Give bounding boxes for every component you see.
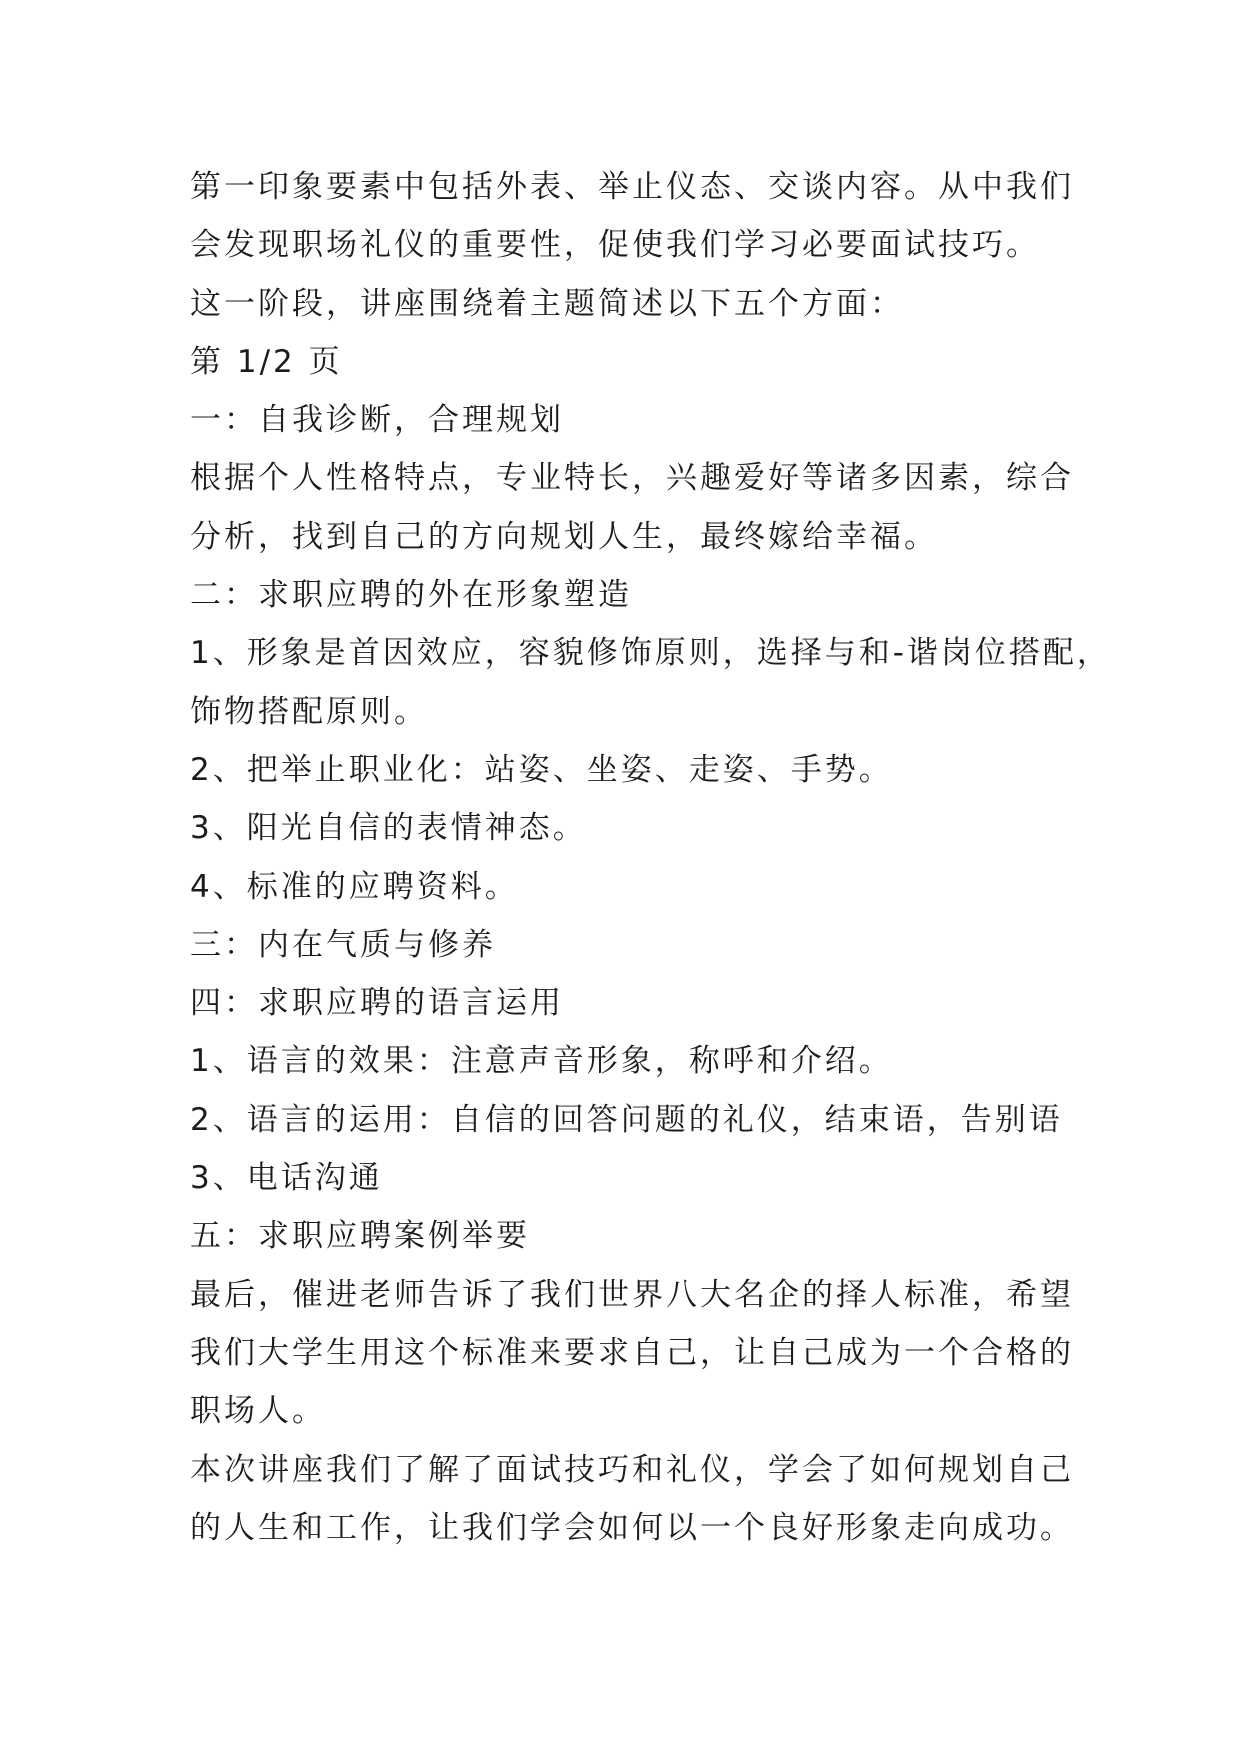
page-number: 第 1/2 页 — [190, 343, 343, 380]
section-heading: 五：求职应聘案例举要 — [190, 1218, 530, 1255]
list-item: 3、电话沟通 — [190, 1160, 383, 1197]
text-line: 会发现职场礼仪的重要性，促使我们学习必要面试技巧。 — [190, 227, 1040, 264]
text-line: 最后，催进老师告诉了我们世界八大名企的择人标准，希望 — [190, 1276, 1074, 1313]
list-item: 4、标准的应聘资料。 — [190, 868, 519, 905]
text-line: 根据个人性格特点，专业特长，兴趣爱好等诸多因素，综合 — [190, 460, 1074, 497]
section-heading: 三：内在气质与修养 — [190, 926, 496, 963]
list-item: 1、语言的效果：注意声音形象，称呼和介绍。 — [190, 1043, 893, 1080]
section-heading: 四：求职应聘的语言运用 — [190, 985, 564, 1022]
text-line: 这一阶段，讲座围绕着主题简述以下五个方面： — [190, 285, 904, 322]
list-item: 2、语言的运用：自信的回答问题的礼仪，结束语，告别语 — [190, 1101, 1063, 1138]
document-body — [190, 158, 1111, 1557]
list-item: 1、形象是首因效应，容貌修饰原则，选择与和-谐岗位搭配， — [190, 635, 1111, 672]
text-line: 分析，找到自己的方向规划人生，最终嫁给幸福。 — [190, 518, 938, 555]
text-line: 职场人。 — [190, 1393, 326, 1430]
text-line: 的人生和工作，让我们学会如何以一个良好形象走向成功。 — [190, 1509, 1074, 1546]
text-line: 第一印象要素中包括外表、举止仪态、交谈内容。从中我们 — [190, 169, 1074, 205]
text-line: 我们大学生用这个标准来要求自己，让自己成为一个合格的 — [190, 1334, 1074, 1371]
list-item: 2、把举止职业化：站姿、坐姿、走姿、手势。 — [190, 751, 893, 788]
text-line: 本次讲座我们了解了面试技巧和礼仪，学会了如何规划自己 — [190, 1451, 1074, 1488]
list-item: 3、阳光自信的表情神态。 — [190, 810, 587, 847]
section-heading: 一：自我诊断，合理规划 — [190, 402, 564, 439]
list-item-continuation: 饰物搭配原则。 — [190, 693, 428, 730]
section-heading: 二：求职应聘的外在形象塑造 — [190, 577, 632, 614]
